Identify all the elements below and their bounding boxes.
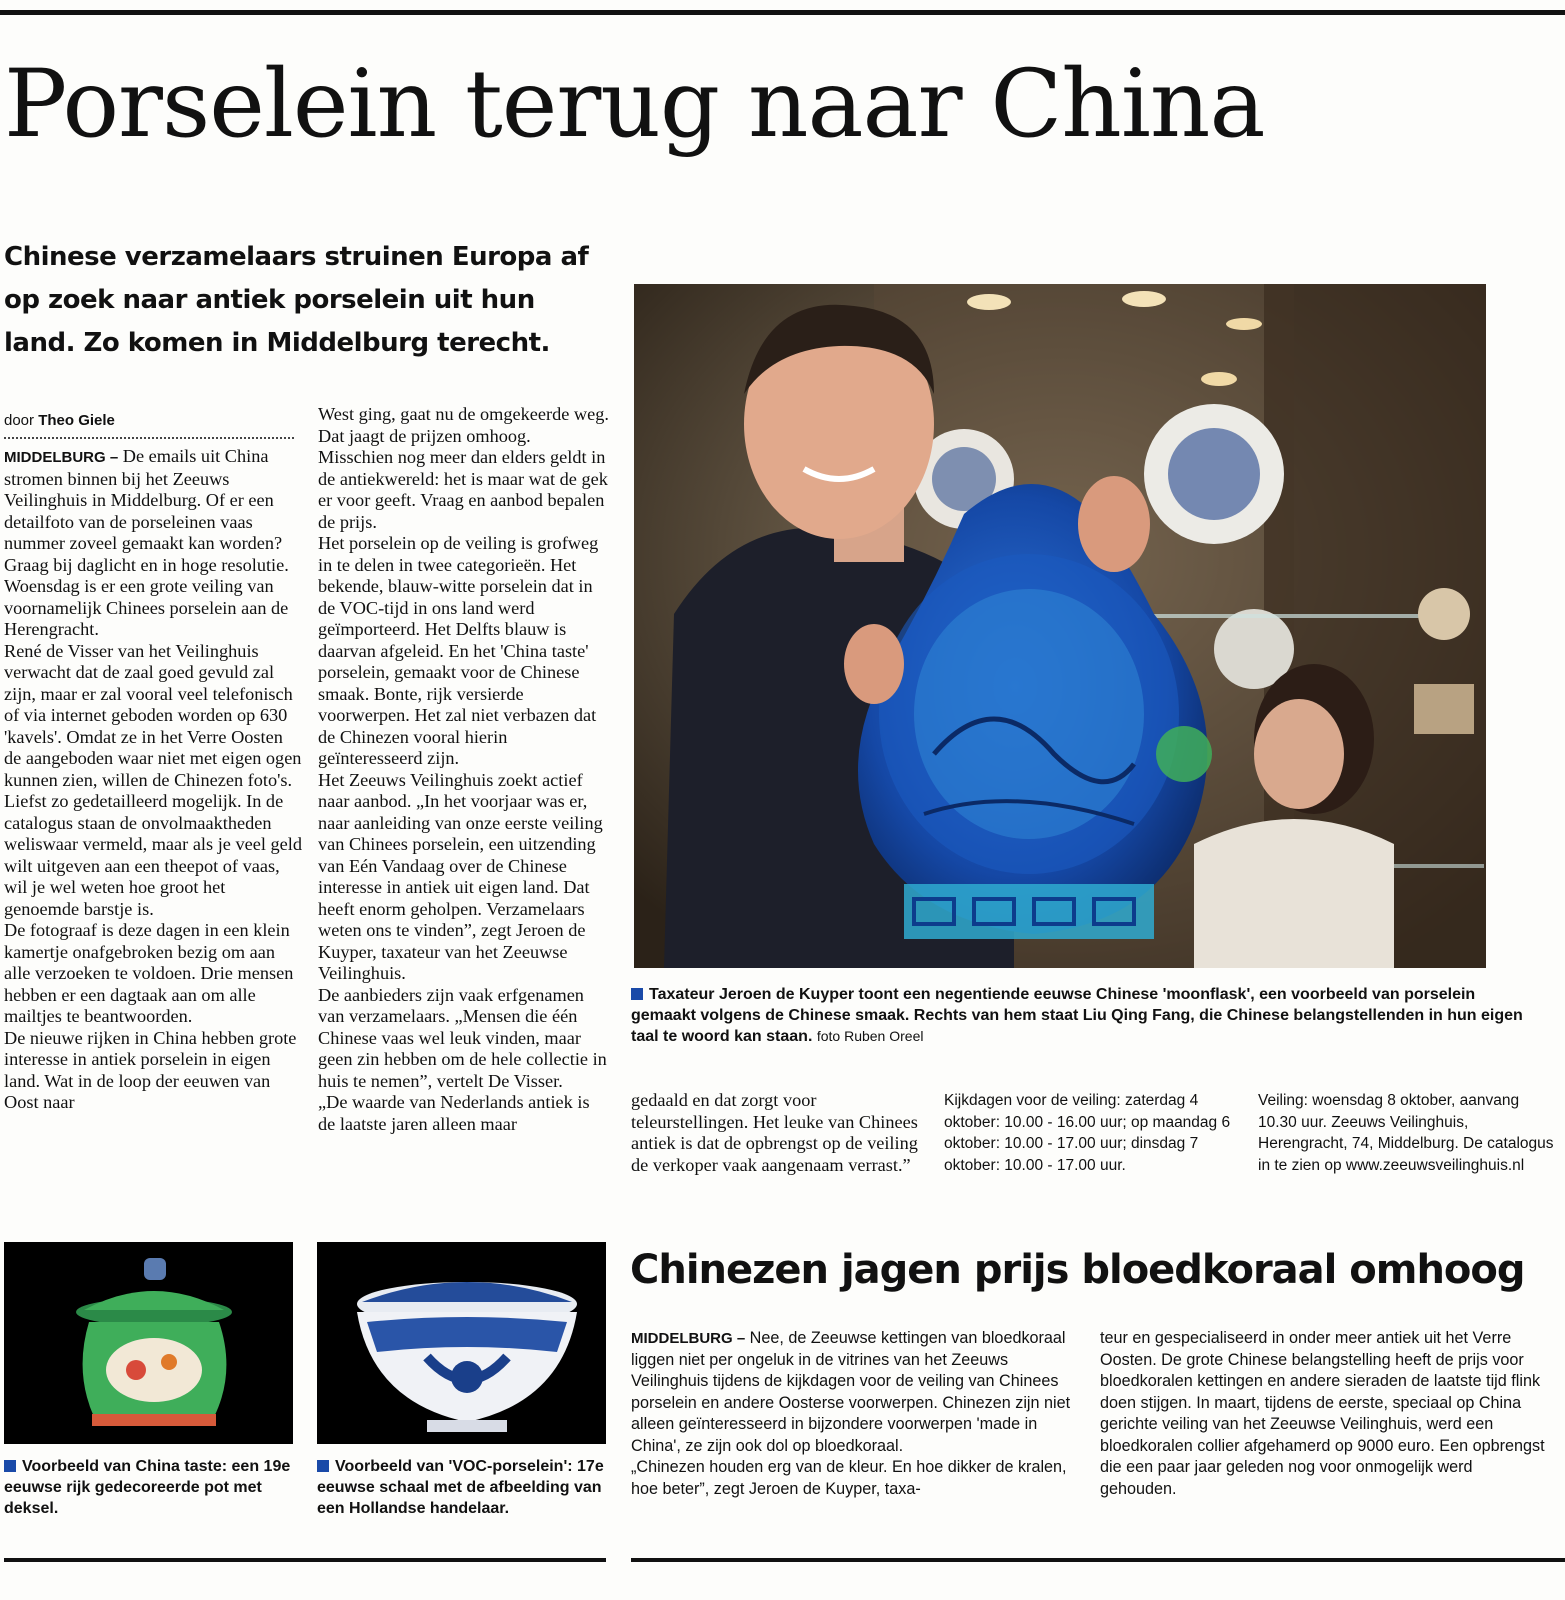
caption-marker-icon bbox=[4, 1460, 16, 1472]
paragraph: Nee, de Zeeuwse kettingen van bloedkoraal liggen niet per ongeluk in de vitrines van het Zeeuws Veilinghuis tijdens de kijkdagen voor de veiling van Chinees porselein en andere Oosterse voorwerpen. Chinezen zijn niet alleen geïnteresseerd in bijzondere voorwerpen 'made in China', ze zijn ook dol op bloedkoraal. bbox=[631, 1329, 1071, 1455]
paragraph: De fotograaf is deze dagen in een klein kamertje onafgebroken bezig om aan alle verzoeken te voldoen. Drie mensen hebben er een dagtaak aan om alle mailtjes te beantwoorden. bbox=[4, 920, 294, 1026]
main-photo-caption bbox=[631, 984, 1541, 1047]
paragraph: teur en gespecialiseerd in onder meer antiek uit het Verre Oosten. De grote Chinese belangstelling heeft de prijs voor bloedkoralen kettingen en andere sieraden de laatste tijd flink doen stijgen. In maart, tijdens de eerste, speciaal op China gerichte veiling van het Zeeuwse Veilinghuis, werd een bloedkoralen collier afgehamerd op 9000 euro. Een opbrengst die een paar jaar geleden nog voor onmogelijk werd gehouden. bbox=[1100, 1329, 1545, 1498]
china-taste-pot-illustration bbox=[4, 1242, 293, 1444]
byline bbox=[4, 412, 294, 439]
photo-credit: foto Ruben Oreel bbox=[816, 1028, 924, 1044]
bottom-rule-left bbox=[4, 1558, 606, 1562]
sidebar-column-1 bbox=[631, 1328, 1081, 1500]
main-photo-illustration bbox=[634, 284, 1486, 968]
viewing-days-info: Kijkdagen voor de veiling: zaterdag 4 oktober: 10.00 - 16.00 uur; op maandag 6 oktober: 10.00 - 17.00 uur; dinsdag 7 oktober: 10.00 - 17.00 uur. bbox=[944, 1092, 1231, 1174]
china-taste-pot-photo bbox=[4, 1242, 293, 1444]
byline-author: Theo Giele bbox=[38, 412, 115, 429]
paragraph: De nieuwe rijken in China hebben grote interesse in antiek porselein in eigen land. Wat in de loop der eeuwen van Oost naar bbox=[4, 1027, 297, 1112]
sidebar-headline: Chinezen jagen prijs bloedkoraal omhoog bbox=[630, 1247, 1525, 1293]
top-rule bbox=[0, 10, 1565, 15]
article-column-3 bbox=[631, 1090, 923, 1200]
paragraph: Het porselein op de veiling is grofweg in te delen in twee categorieën. Het bekende, blauw-witte porselein dat in de VOC-tijd in ons land werd geïmporteerd. Het Delfts blauw is daarvan afgeleid. En het 'China taste' porselein, gemaakt voor de Chinese smaak. Bonte, rijk versierde voorwerpen. Het zal niet verbazen dat de Chinezen vooral hierin geïnteresseerd zijn. bbox=[318, 533, 599, 768]
caption-text: Voorbeeld van China taste: een 19e eeuwse rijk gedecoreerde pot met deksel. bbox=[4, 1458, 291, 1517]
main-photo bbox=[634, 284, 1486, 968]
caption-text: Taxateur Jeroen de Kuyper toont een negentiende eeuwse Chinese 'moonflask', een voorbeeld van porselein gemaakt volgens de Chinese smaak. Rechts van hem staat Liu Qing Fang, die Chinese belangstellenden in hun eigen taal te woord kan staan. bbox=[631, 986, 1523, 1045]
china-taste-caption bbox=[4, 1456, 300, 1519]
sidebar-column-2 bbox=[1100, 1328, 1550, 1500]
voc-porcelain-caption bbox=[317, 1456, 613, 1519]
paragraph: De emails uit China stromen binnen bij het Zeeuws Veilinghuis in Middelburg. Of er een detailfoto van de porseleinen vaas nummer zoveel gemaakt kan worden? Graag bij daglicht en in hoge resolutie. Woensdag is er een grote veiling van voornamelijk Chinees porselein aan de Herengracht. bbox=[4, 446, 289, 639]
article-column-2 bbox=[318, 404, 610, 1202]
paragraph: gedaald en dat zorgt voor teleurstellingen. Het leuke van Chinees antiek is dat de opbrengst op de veiling de verkoper vaak aangenaam verrast.” bbox=[631, 1090, 918, 1175]
paragraph: René de Visser van het Veilinghuis verwacht dat de zaal goed gevuld zal zijn, maar er zal vooral veel telefonisch of via internet geboden worden op 630 'kavels'. Omdat ze in het Verre Oosten de aangeboden waar niet met eigen ogen kunnen zien, willen de Chinezen foto's. Liefst zo gedetailleerd mogelijk. In de catalogus staan de onvolmaaktheden weliswaar vermeld, maar als je veel geld wilt uitgeven aan een theepot of vaas, wil je wel weten hoe groot het genoemde barstje is. bbox=[4, 640, 302, 919]
paragraph: Het Zeeuws Veilinghuis zoekt actief naar aanbod. „In het voorjaar was er, naar aanleiding van onze eerste veiling van Chinees porselein, een uitzending van Eén Vandaag over de Chinese interesse in antiek uit eigen land. Dat heeft enorm geholpen. Verzamelaars weten ons te vinden”, zegt Jeroen de Kuyper, taxateur van het Zeeuwse Veilinghuis. bbox=[318, 769, 603, 983]
dateline: MIDDELBURG – bbox=[4, 449, 119, 466]
article-intro: Chinese verzamelaars struinen Europa af op zoek naar antiek porselein uit hun land. Zo komen in Middelburg terecht. bbox=[4, 242, 589, 358]
paragraph: West ging, gaat nu de omgekeerde weg. Dat jaagt de prijzen omhoog. Misschien nog meer dan elders geldt in de antiekwereld: het is maar wat de gek er voor geeft. Vraag en aanbod bepalen de prijs. bbox=[318, 404, 609, 532]
paragraph: De aanbieders zijn vaak erfgenamen van verzamelaars. „Mensen die één Chinese vaas wel leuk vinden, maar geen zin hebben om de hele collectie in huis te nemen”, vertelt De Visser. bbox=[318, 984, 607, 1091]
sidebar-dateline: MIDDELBURG – bbox=[631, 1330, 746, 1347]
paragraph: „Chinezen houden erg van de kleur. En hoe dikker de kralen, hoe beter”, zegt Jeroen de Kuyper, taxa- bbox=[631, 1458, 1067, 1498]
voc-porcelain-bowl-photo bbox=[317, 1242, 606, 1444]
byline-prefix: door bbox=[4, 412, 35, 429]
page-headline: Porselein terug naar China bbox=[4, 50, 1265, 159]
auction-info: Veiling: woensdag 8 oktober, aanvang 10.30 uur. Zeeuws Veilinghuis, Herengracht, 74, Middelburg. De catalogus in te zien op www.zeeuwsveilinghuis.nl bbox=[1258, 1092, 1554, 1174]
caption-marker-icon bbox=[631, 988, 643, 1000]
voc-porcelain-bowl-illustration bbox=[317, 1242, 606, 1444]
article-column-1 bbox=[4, 446, 302, 1202]
bottom-rule-right bbox=[631, 1558, 1565, 1562]
caption-marker-icon bbox=[317, 1460, 329, 1472]
caption-text: Voorbeeld van 'VOC-porselein': 17e eeuwse schaal met de afbeelding van een Hollandse handelaar. bbox=[317, 1458, 604, 1517]
paragraph: „De waarde van Nederlands antiek is de laatste jaren alleen maar bbox=[318, 1092, 590, 1134]
